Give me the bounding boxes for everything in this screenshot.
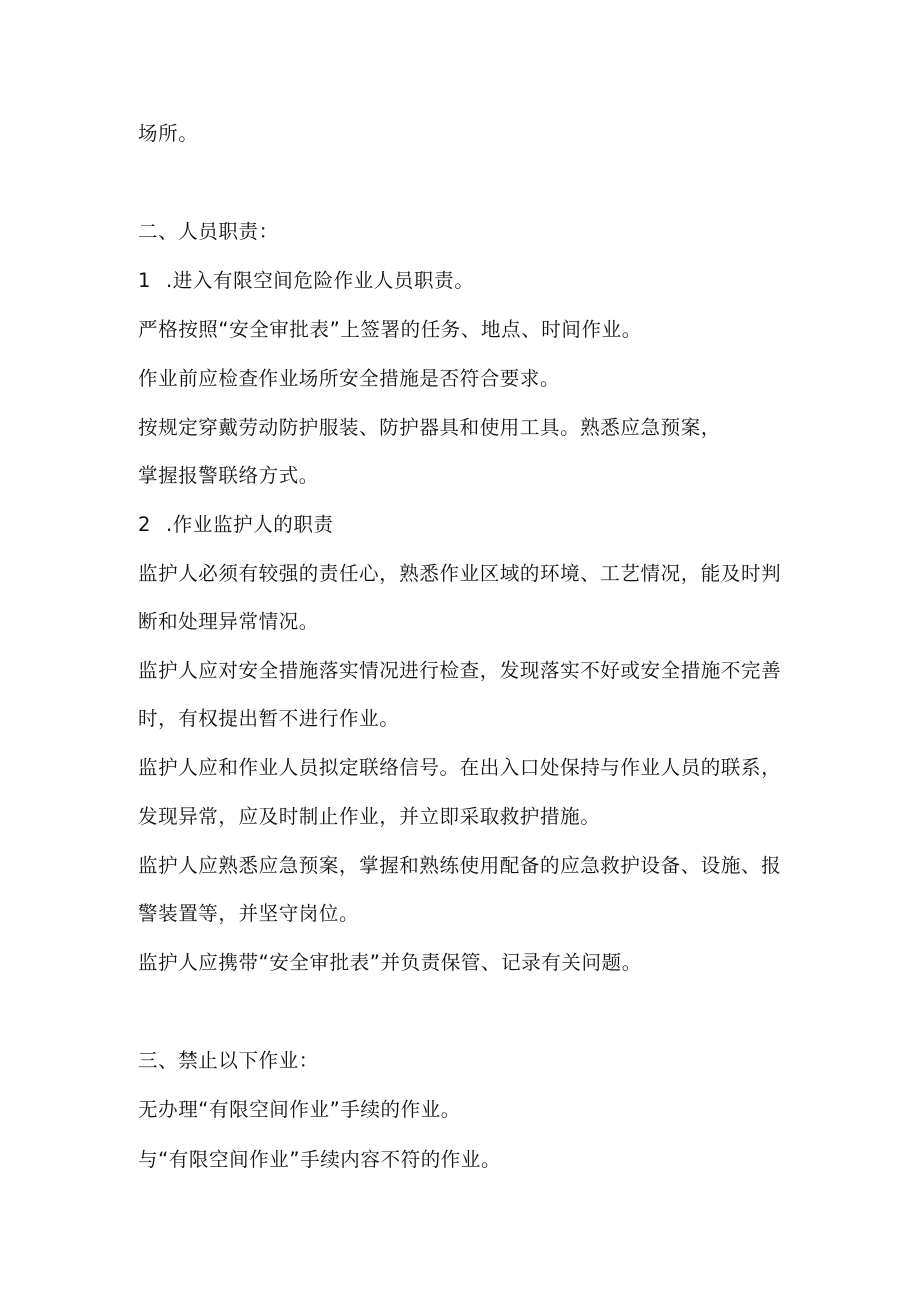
paragraph-line: 按规定穿戴劳动防护服装、防护器具和使用工具。熟悉应急预案，: [138, 416, 721, 439]
section-heading-prohibited-operations: 三、禁止以下作业：: [138, 1049, 319, 1072]
paragraph-line: 监护人应携带“安全审批表”并负责保管、记录有关问题。: [138, 951, 642, 974]
paragraph-line: 作业前应检查作业场所安全措施是否符合要求。: [138, 367, 561, 390]
paragraph-line: 无办理“有限空间作业”手续的作业。: [138, 1098, 461, 1121]
paragraph-line: 监护人应和作业人员拟定联络信号。在出入口处保持与作业人员的联系，: [138, 756, 782, 779]
paragraph-line: 时，有权提出暂不进行作业。: [138, 707, 400, 730]
paragraph-line: 掌握报警联络方式。: [138, 464, 319, 487]
paragraph-line: 发现异常，应及时制止作业，并立即采取救护措施。: [138, 805, 601, 828]
paragraph-line: 断和处理异常情况。: [138, 610, 319, 633]
paragraph-line: 与“有限空间作业”手续内容不符的作业。: [138, 1148, 502, 1171]
list-item-1: [138, 267, 474, 295]
paragraph-line: 严格按照“安全审批表”上签署的任务、地点、时间作业。: [138, 318, 642, 341]
section-heading-personnel-duties: 二、人员职责：: [138, 220, 279, 243]
paragraph-line: 监护人应对安全措施落实情况进行检查，发现落实不好或安全措施不完善: [138, 659, 782, 682]
paragraph-line: 警装置等，并坚守岗位。: [138, 902, 360, 925]
paragraph-line: 场所。: [138, 122, 199, 145]
list-item-2: [138, 511, 334, 539]
paragraph-line: 监护人应熟悉应急预案，掌握和熟练使用配备的应急救护设备、设施、报: [138, 854, 782, 877]
paragraph-line: 监护人必须有较强的责任心，熟悉作业区域的环境、工艺情况，能及时判: [138, 562, 782, 585]
list-item-text: .进入有限空间危险作业人员职责。: [166, 269, 475, 292]
list-number: 1: [138, 269, 152, 292]
list-number: 2: [138, 513, 152, 536]
list-item-text: .作业监护人的职责: [166, 513, 334, 536]
